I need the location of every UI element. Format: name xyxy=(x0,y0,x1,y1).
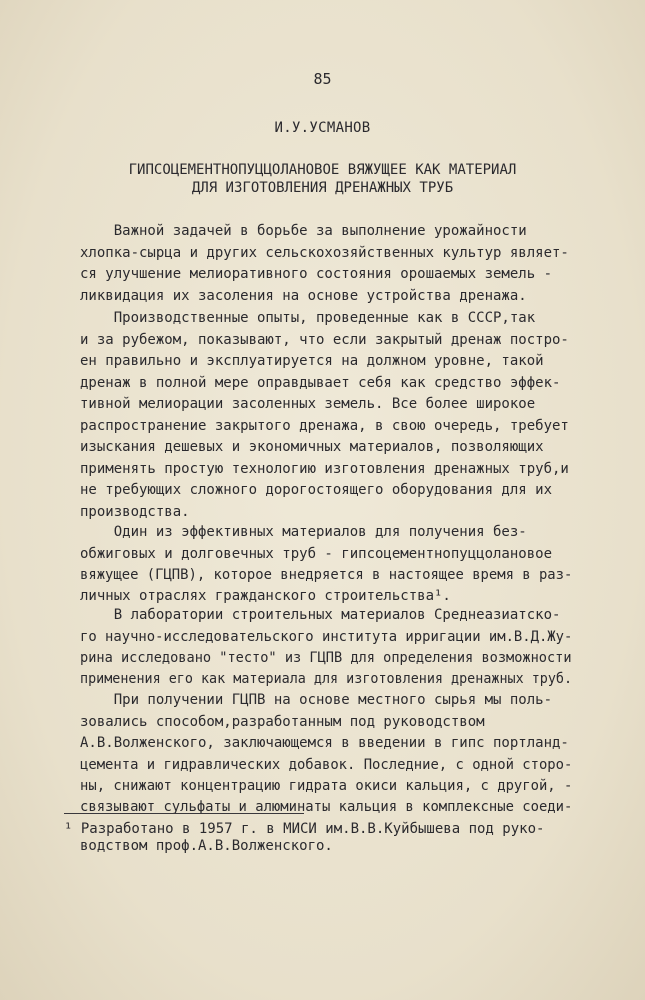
article-title-line-2: ДЛЯ ИЗГОТОВЛЕНИЯ ДРЕНАЖНЫХ ТРУБ xyxy=(191,180,454,196)
body-line: цемента и гидравлических добавок. Последние, с одной сторо- xyxy=(80,757,573,773)
body-line: вяжущее (ГЦПВ), которое внедряется в настоящее время в раз- xyxy=(80,567,573,583)
body-line: В лаборатории строительных материалов Среднеазиатско- xyxy=(80,607,561,623)
body-line: При получении ГЦПВ на основе местного сырья мы поль- xyxy=(80,692,553,708)
body-line: личных отраслях гражданского строительства¹. xyxy=(80,588,451,604)
body-line: тивной мелиорации засоленных земель. Все более широкое xyxy=(80,396,536,412)
body-line: рина исследовано "тесто" из ГЦПВ для определения возможности xyxy=(80,650,572,666)
body-line: Один из эффективных материалов для получения без- xyxy=(80,524,527,540)
author-name: И.У.УСМАНОВ xyxy=(274,120,371,136)
footnote-divider xyxy=(64,813,304,814)
body-line: применять простую технологию изготовления дренажных труб,и xyxy=(80,461,569,477)
body-line: распространение закрытого дренажа, в свою очередь, требует xyxy=(80,418,569,434)
body-line: Производственные опыты, проведенные как в СССР,так xyxy=(80,310,536,326)
body-line: обжиговых и долговечных труб - гипсоцементнопуццолановое xyxy=(80,546,553,562)
footnote-line-2: водством проф.А.В.Волженского. xyxy=(80,838,333,854)
article-title-line-1: ГИПСОЦЕМЕНТНОПУЦЦОЛАНОВОЕ ВЯЖУЩЕЕ КАК МАТЕРИАЛ xyxy=(128,162,517,178)
footnote-line-1: ¹ Разработано в 1957 г. в МИСИ им.В.В.Куйбышева под руко- xyxy=(64,821,545,837)
body-line: связывают сульфаты и алюминаты кальция в комплексные соеди- xyxy=(80,799,573,815)
body-line: хлопка-сырца и других сельскохозяйственных культур являет- xyxy=(80,245,569,261)
body-line: не требующих сложного дорогостоящего оборудования для их xyxy=(80,482,553,498)
body-line: зовались способом,разработанным под руководством xyxy=(80,714,485,730)
body-line: ликвидация их засоления на основе устройства дренажа. xyxy=(80,288,527,304)
body-line: дренаж в полной мере оправдывает себя как средство эффек- xyxy=(80,375,561,391)
body-line: А.В.Волженского, заключающемся в введении в гипс портланд- xyxy=(80,735,569,751)
body-line: ся улучшение мелиоративного состояния орошаемых земель - xyxy=(80,266,553,282)
page-number: 85 xyxy=(313,70,332,88)
body-line: и за рубежом, показывают, что если закрытый дренаж постро- xyxy=(80,332,569,348)
body-line: го научно-исследовательского института ирригации им.В.Д.Жу- xyxy=(80,629,573,645)
body-line: ны, снижают концентрацию гидрата окиси кальция, с другой, - xyxy=(80,778,573,794)
body-line: изыскания дешевых и экономичных материалов, позволяющих xyxy=(80,439,544,455)
body-line: ен правильно и эксплуатируется на должном уровне, такой xyxy=(80,353,544,369)
body-line: Важной задачей в борьбе за выполнение урожайности xyxy=(80,223,527,239)
body-line: производства. xyxy=(80,504,190,520)
body-line: применения его как материала для изготовления дренажных труб. xyxy=(80,671,573,687)
